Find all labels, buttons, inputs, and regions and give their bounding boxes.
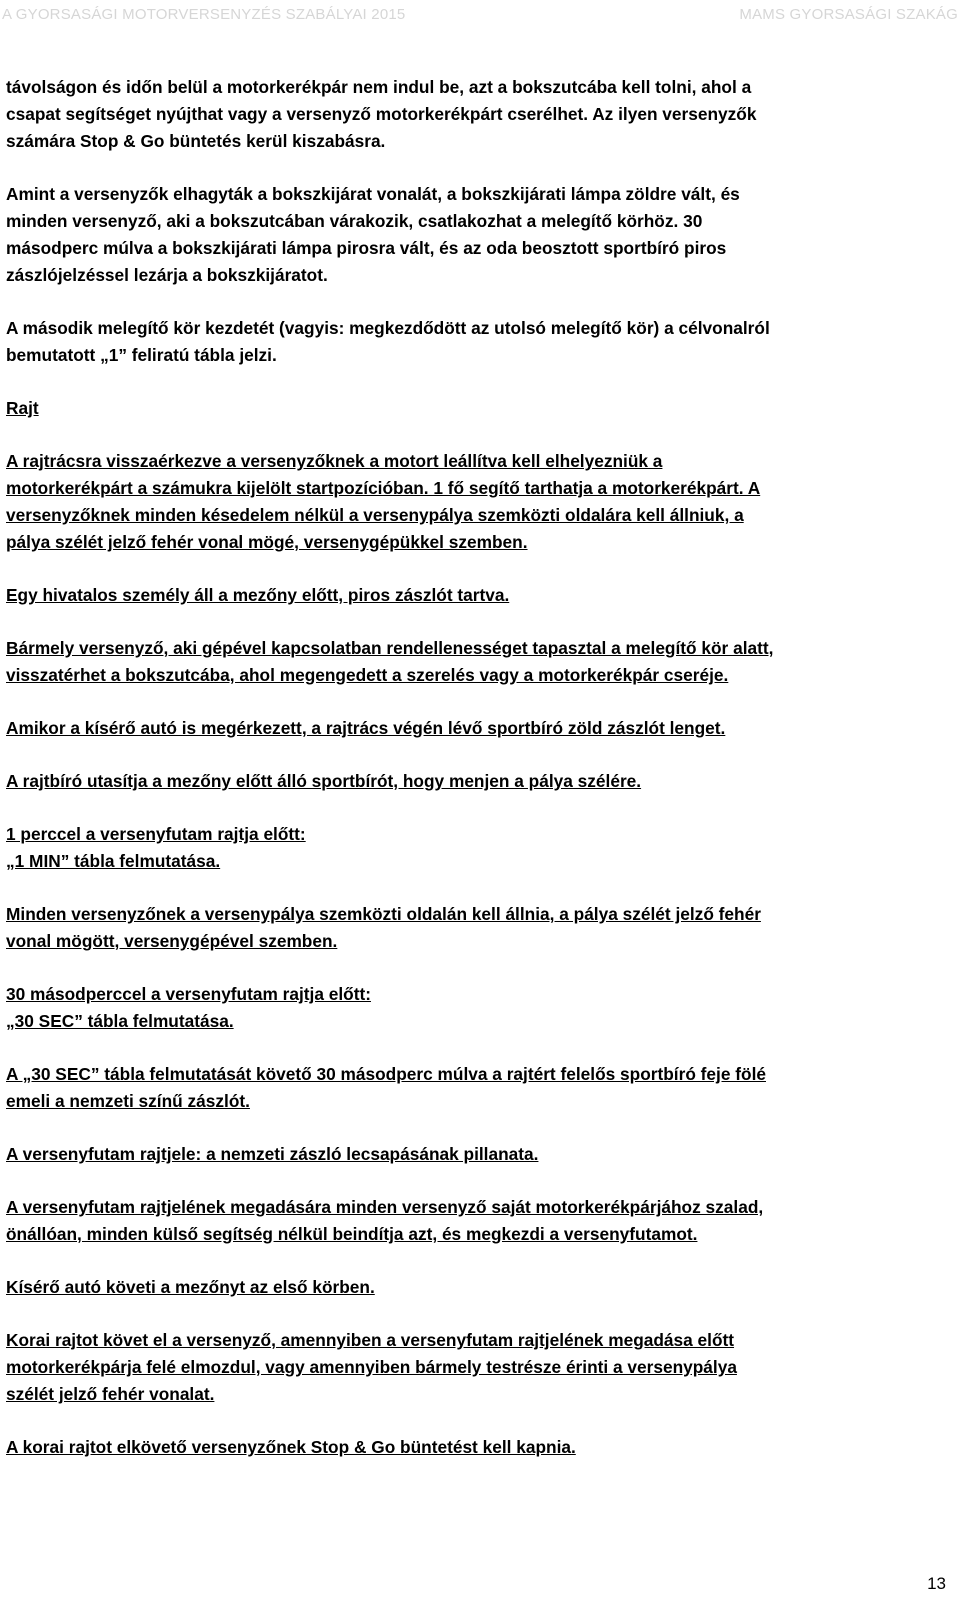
paragraph-pit-exit — [6, 181, 946, 289]
paragraph-riders-position — [6, 901, 946, 955]
header-organization: MAMS GYORSASÁGI SZAKÁG — [739, 6, 958, 23]
text-line: minden versenyző, aki a bokszutcában várakozik, csatlakozhat a melegítő körhöz. 30 — [6, 211, 703, 231]
paragraph-national-flag-raise — [6, 1061, 946, 1115]
paragraph-run-to-bike — [6, 1194, 946, 1248]
paragraph-stop-and-go — [6, 74, 946, 155]
text-line: Bármely versenyző, aki gépével kapcsolatban rendellenességet tapasztal a melegítő kör alatt, — [6, 638, 774, 658]
text-line: 30 másodperccel a versenyfutam rajtja előtt: — [6, 984, 371, 1004]
text-line: másodperc múlva a bokszkijárati lámpa pirosra vált, és az oda beosztott sportbíró piros — [6, 238, 727, 258]
text-line: A rajtrácsra visszaérkezve a versenyzőknek a motort leállítva kell elhelyezniük a — [6, 451, 663, 471]
text-line: motorkerékpárja felé elmozdul, vagy amennyiben bármely testrésze érinti a versenypálya — [6, 1357, 737, 1377]
text-line: Amikor a kísérő autó is megérkezett, a rajtrács végén lévő sportbíró zöld zászlót lenget. — [6, 718, 726, 738]
text-line: Kísérő autó követi a mezőnyt az első körben. — [6, 1277, 375, 1297]
text-line: számára Stop & Go büntetés kerül kiszabásra. — [6, 131, 386, 151]
paragraph-green-flag — [6, 715, 946, 742]
paragraph-one-minute — [6, 821, 946, 875]
paragraph-grid-return — [6, 448, 946, 556]
text-line: Egy hivatalos személy áll a mezőny előtt, piros zászlót tartva. — [6, 585, 510, 605]
text-line: pálya szélét jelző fehér vonal mögé, versenygépükkel szemben. — [6, 532, 528, 552]
paragraph-irregularity — [6, 635, 946, 689]
paragraph-second-warmup-lap — [6, 315, 946, 369]
page-number: 13 — [927, 1574, 946, 1593]
paragraph-thirty-seconds — [6, 981, 946, 1035]
page-header — [0, 4, 960, 30]
text-line: Korai rajtot követ el a versenyző, amennyiben a versenyfutam rajtjelének megadása előtt — [6, 1330, 735, 1350]
paragraph-official-red-flag — [6, 582, 946, 609]
section-heading-start — [6, 395, 946, 422]
text-line: visszatérhet a bokszutcába, ahol megengedett a szerelés vagy a motorkerékpár cseréje. — [6, 665, 729, 685]
section-heading-text: Rajt — [6, 398, 39, 418]
paragraph-start-marshal — [6, 768, 946, 795]
paragraph-escort-car — [6, 1274, 946, 1301]
text-line: „1 MIN” tábla felmutatása. — [6, 851, 221, 871]
text-line: A korai rajtot elkövető versenyzőnek Stop & Go büntetést kell kapnia. — [6, 1437, 576, 1457]
text-line: A versenyfutam rajtjele: a nemzeti zászló lecsapásának pillanata. — [6, 1144, 539, 1164]
text-line: emeli a nemzeti színű zászlót. — [6, 1091, 250, 1111]
paragraph-start-signal — [6, 1141, 946, 1168]
text-line: A „30 SEC” tábla felmutatását követő 30 másodperc múlva a rajtért felelős sportbíró feje fölé — [6, 1064, 766, 1084]
text-line: csapat segítséget nyújthat vagy a versenyző motorkerékpárt cserélhet. Az ilyen versenyzők — [6, 104, 757, 124]
text-line: vonal mögött, versenygépével szemben. — [6, 931, 338, 951]
header-document-title: A GYORSASÁGI MOTORVERSENYZÉS SZABÁLYAI 2015 — [2, 6, 406, 23]
text-line: „30 SEC” tábla felmutatása. — [6, 1011, 234, 1031]
text-line: Amint a versenyzők elhagyták a bokszkijárat vonalát, a bokszkijárati lámpa zöldre vált, és — [6, 184, 740, 204]
text-line: versenyzőknek minden késedelem nélkül a versenypálya szemközti oldalára kell állniuk, a — [6, 505, 744, 525]
text-line: 1 perccel a versenyfutam rajtja előtt: — [6, 824, 306, 844]
paragraph-false-start-definition — [6, 1327, 946, 1408]
text-line: A versenyfutam rajtjelének megadására minden versenyző saját motorkerékpárjához szalad, — [6, 1197, 764, 1217]
text-line: motorkerékpárt a számukra kijelölt startpozícióban. 1 fő segítő tarthatja a motorkerékpárt. A — [6, 478, 761, 498]
text-line: zászlójelzéssel lezárja a bokszkijáratot. — [6, 265, 328, 285]
text-line: Minden versenyzőnek a versenypálya szemközti oldalán kell állnia, a pálya szélét jelző fehér — [6, 904, 761, 924]
document-body — [6, 74, 946, 1487]
text-line: bemutatott „1” feliratú tábla jelzi. — [6, 345, 277, 365]
paragraph-false-start-penalty — [6, 1434, 946, 1461]
text-line: A második melegítő kör kezdetét (vagyis: megkezdődött az utolsó melegítő kör) a célvonalról — [6, 318, 770, 338]
text-line: A rajtbíró utasítja a mezőny előtt álló sportbírót, hogy menjen a pálya szélére. — [6, 771, 642, 791]
text-line: távolságon és időn belül a motorkerékpár nem indul be, azt a bokszutcába kell tolni, ahol a — [6, 77, 752, 97]
text-line: szélét jelző fehér vonalat. — [6, 1384, 215, 1404]
text-line: önállóan, minden külső segítség nélkül beindítja azt, és megkezdi a versenyfutamot. — [6, 1224, 698, 1244]
